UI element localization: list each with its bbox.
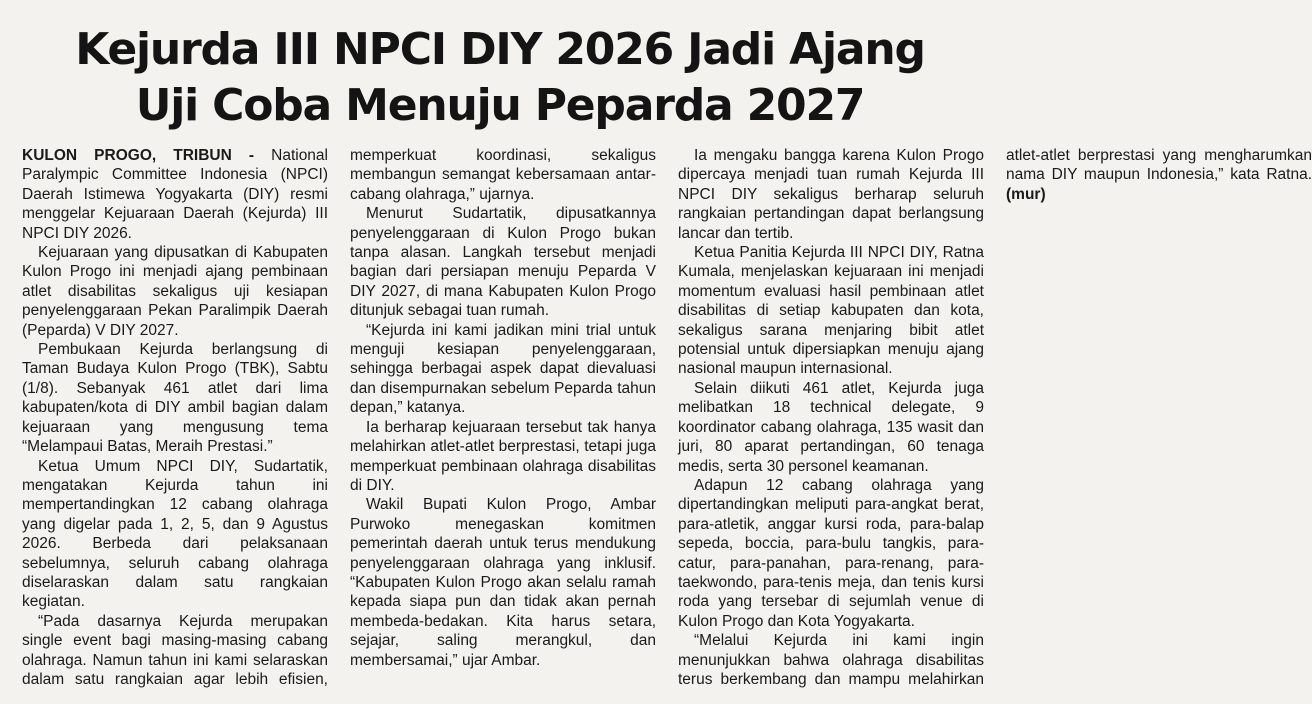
article-headline <box>8 0 992 134</box>
paragraph: Wakil Bupati Kulon Progo, Ambar Purwoko menegaskan komitmen pemerintah daerah untuk terus mendukung penyelenggaraan olahraga yang inklusif. “Kabupaten Kulon Progo akan selalu ramah kepada siapa pun dan tidak akan pernah membeda-bedakan. Kita harus setara, sejajar, saling merangkul, dan membersamai,” ujar Ambar. <box>350 496 656 669</box>
paragraph: Ketua Umum NPCI DIY, Sudartatik, mengatakan Kejurda tahun ini mempertandingkan 12 cabang olahraga yang digelar pada 1, 2, 5, dan 9 Agustus 2026. Berbeda dari pelaksanaan sebelumnya, seluruh cabang olahraga diselaraskan dalam satu rangkaian kegiatan. <box>22 457 328 611</box>
paragraph-text: “Melalui Kejurda ini kami ingin menunjukkan bahwa olahraga disabilitas terus berkembang dan mampu melahirkan atlet-atlet berprestasi yang mengharumkan nama DIY maupun Indonesia,” kata Ratna. <box>678 147 1312 688</box>
paragraph: “Pada dasarnya Kejurda merupakan single event bagi masing-masing cabang olahraga. Namun tahun ini kami selaraskan dalam satu rangkaian agar lebih efisien, memperkuat koordinasi, sekaligus membangun semangat kebersamaan antar-cabang olahraga,” ujarnya. <box>22 147 656 688</box>
dateline: KULON PROGO, TRIBUN - <box>22 147 255 164</box>
lead-paragraph <box>22 146 328 243</box>
paragraph: Ia mengaku bangga karena Kulon Progo dipercaya menjadi tuan rumah Kejurda III NPCI DIY sekaligus berharap seluruh rangkaian pertandingan dapat berlangsung lancar dan tertib. <box>678 147 984 242</box>
paragraph: Menurut Sudartatik, dipusatkannya penyelenggaraan di Kulon Progo bukan tanpa alasan. Langkah tersebut menjadi bagian dari persiapan menuju Peparda V DIY 2027, di mana Kabupaten Kulon Progo ditunjuk sebagai tuan rumah. <box>350 205 656 320</box>
headline-line-2: Uji Coba Menuju Peparda 2027 <box>135 80 865 131</box>
author-signature: (mur) <box>1006 185 1046 203</box>
paragraph: Ia berharap kejuaraan tersebut tak hanya melahirkan atlet-atlet berprestasi, tetapi juga memperkuat pembinaan olahraga disabilitas di DIY. <box>350 418 656 494</box>
article-body <box>22 146 1312 698</box>
paragraph: Kejuaraan yang dipusatkan di Kabupaten Kulon Progo ini menjadi ajang pembinaan atlet disabilitas sekaligus uji kesiapan penyelenggaraan Pekan Paralimpik Daerah (Peparda) V DIY 2027. <box>22 244 328 339</box>
paragraph: Ketua Panitia Kejurda III NPCI DIY, Ratna Kumala, menjelaskan kejuaraan ini menjadi momentum evaluasi hasil pembinaan atlet disabilitas di setiap kabupaten dan kota, sekaligus sarana menjaring bibit atlet potensial untuk dipersiapkan menuju ajang nasional maupun internasional. <box>678 244 984 378</box>
lead-text: National Paralympic Committee Indonesia (NPCI) Daerah Istimewa Yogyakarta (DIY) resmi menggelar Kejuaraan Daerah (Kejurda) III NPCI DIY 2026. <box>22 147 328 242</box>
paragraph: Adapun 12 cabang olahraga yang dipertandingkan meliputi para-angkat berat, para-atletik, anggar kursi roda, para-balap sepeda, boccia, para-bulu tangkis, para-catur, para-panahan, para-renang, para-taekwondo, para-tenis meja, dan tenis kursi roda yang tersebar di sejumlah venue di Kulon Progo dan Kota Yogyakarta. <box>678 476 984 630</box>
paragraph: “Kejurda ini kami jadikan mini trial untuk menguji kesiapan penyelenggaraan, sehingga berbagai aspek dapat dievaluasi dan disempurnakan sebelum Peparda tahun depan,” katanya. <box>350 321 656 417</box>
paragraph: Pembukaan Kejurda berlangsung di Taman Budaya Kulon Progo (TBK), Sabtu (1/8). Sebanyak 461 atlet dari lima kabupaten/kota di DIY ambil bagian dalam kejuaraan yang mengusung tema “Melampaui Batas, Meraih Prestasi.” <box>22 341 328 456</box>
paragraph: Selain diikuti 461 atlet, Kejurda juga melibatkan 18 technical delegate, 9 koordinator cabang olahraga, 135 wasit dan juri, 80 aparat pertandingan, 60 tenaga medis, serta 30 personel keamanan. <box>678 379 984 475</box>
headline-line-1: Kejurda III NPCI DIY 2026 Jadi Ajang <box>75 24 925 75</box>
